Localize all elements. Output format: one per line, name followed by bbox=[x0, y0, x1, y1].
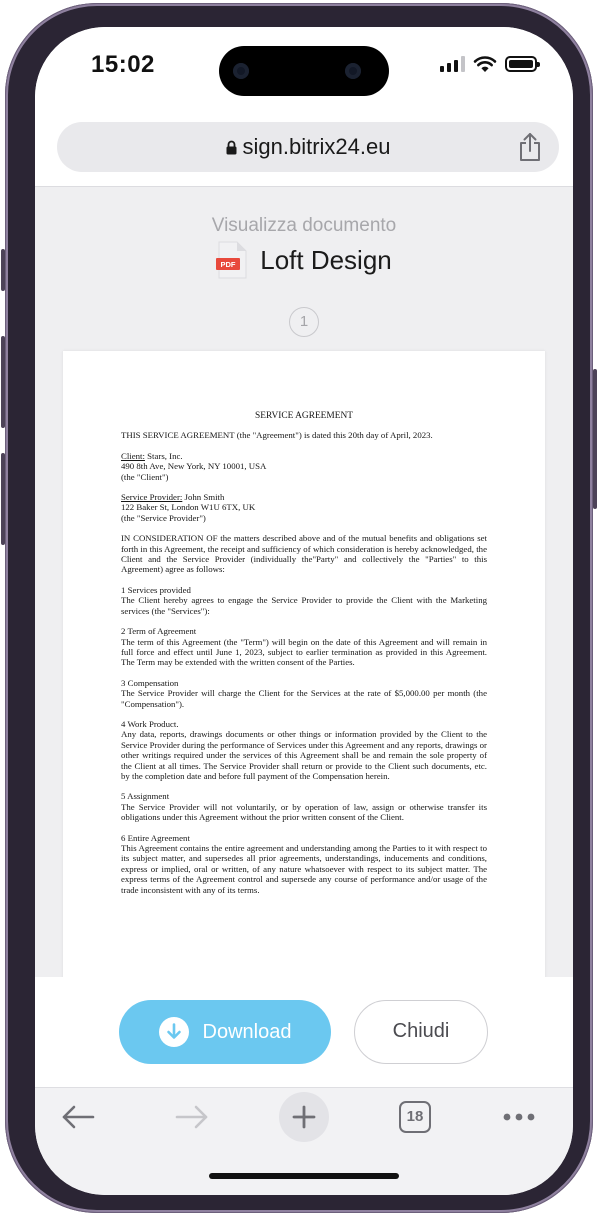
arrow-right-icon[interactable] bbox=[175, 1104, 209, 1130]
section-heading: 3 Compensation bbox=[121, 677, 179, 688]
section-body: The term of this Agreement (the "Term") will begin on the date of this Agreement and will remain in full force and effect until June 1, 2023, subject to earlier termination as provided in this Agreement. The Term may be extended with the written consent of the Parties. bbox=[121, 636, 487, 668]
volume-up-button bbox=[1, 336, 5, 428]
status-icons bbox=[440, 55, 537, 73]
download-arrow-icon bbox=[159, 1017, 189, 1047]
section bbox=[121, 791, 487, 822]
tab-count-button[interactable]: 18 bbox=[399, 1101, 431, 1133]
section bbox=[121, 678, 487, 709]
provider-name: John Smith bbox=[182, 492, 225, 503]
document-name: Loft Design bbox=[260, 244, 392, 275]
page-subtitle: Visualizza documento bbox=[211, 215, 397, 236]
url-text: sign.bitrix24.eu bbox=[242, 134, 391, 159]
page-number-badge: 1 bbox=[289, 307, 319, 337]
more-horizontal-icon[interactable] bbox=[502, 1112, 536, 1122]
document-title-row bbox=[35, 241, 573, 279]
client-alias: (the "Client") bbox=[121, 471, 169, 482]
agreement-title: SERVICE AGREEMENT bbox=[255, 411, 353, 421]
section-heading: 5 Assignment bbox=[121, 791, 170, 802]
section-body: The Service Provider will not voluntarily, or by operation of law, assign or otherwise transfer its obligations under this Agreement without the prior written consent of the Client. bbox=[121, 801, 487, 823]
phone-screen bbox=[35, 27, 573, 1195]
volume-down-button bbox=[1, 453, 5, 545]
home-indicator[interactable] bbox=[209, 1173, 399, 1179]
address-bar[interactable] bbox=[57, 122, 559, 172]
wifi-icon bbox=[473, 55, 497, 73]
document-content bbox=[121, 411, 487, 905]
provider-alias: (the "Service Provider") bbox=[121, 512, 206, 523]
section bbox=[121, 626, 487, 668]
consideration-paragraph: IN CONSIDERATION OF the matters described above and of the mutual benefits and obligations set forth in this Agreement, the receipt and sufficiency of which consideration is hereby acknowledged, the Client and the Service Provider (individually the"Party" and collectively the "Parties" to this Agreement) agree as follows: bbox=[121, 533, 487, 575]
phone-frame bbox=[5, 3, 593, 1213]
section-body: This Agreement contains the entire agreement and understanding among the Parties to it with respect to its subject matter, and supersedes all prior agreements, understandings, inducements and conditions, express or implied, oral or written, of any nature whatsoever with respect to its subject matter. The express terms of the Agreement control and supersede any course of performance and/or usage of the trade inconsistent with any of its terms. bbox=[121, 843, 487, 895]
section bbox=[121, 833, 487, 895]
cellular-signal-icon bbox=[440, 56, 465, 72]
battery-icon bbox=[505, 56, 537, 72]
document-page[interactable] bbox=[63, 351, 545, 991]
provider-label: Service Provider: bbox=[121, 492, 183, 503]
browser-address-area bbox=[35, 107, 573, 187]
arrow-left-icon[interactable] bbox=[61, 1104, 95, 1130]
camera-lens bbox=[233, 63, 249, 79]
provider-address: 122 Baker St, London W1U 6TX, UK bbox=[121, 502, 256, 513]
download-label: Download bbox=[202, 1020, 292, 1043]
power-button bbox=[593, 369, 597, 509]
plus-icon bbox=[279, 1092, 329, 1142]
address-text-row bbox=[57, 134, 559, 160]
section-heading: 4 Work Product. bbox=[121, 718, 179, 729]
download-button[interactable] bbox=[119, 1000, 331, 1064]
status-time: 15:02 bbox=[91, 51, 155, 78]
section-body: The Client hereby agrees to engage the Service Provider to provide the Client with the Marketing services (the "Services"): bbox=[121, 595, 487, 616]
client-label: Client: bbox=[121, 450, 145, 461]
provider-block bbox=[121, 492, 487, 523]
camera-lens bbox=[345, 63, 361, 79]
section-heading: 6 Entire Agreement bbox=[121, 832, 190, 843]
action-button bbox=[1, 249, 5, 291]
dynamic-island bbox=[219, 46, 389, 96]
section-heading: 2 Term of Agreement bbox=[121, 626, 197, 637]
section-body: Any data, reports, drawings documents or other things or information provided by the Client to the Service Provider during the performance of Services under this Agreement and any reports, drawings or other writings required under the services of this Agreement shall be and remain the sole property of the Client at all times. The Service Provider shall return or provide to the Client such documents, etc. by the completion date and before full payment of the Compensation herein. bbox=[121, 729, 487, 781]
pdf-badge-label: PDF bbox=[220, 260, 236, 269]
pdf-file-icon bbox=[216, 241, 248, 279]
new-tab-button[interactable] bbox=[279, 1092, 329, 1142]
client-name: Stars, Inc. bbox=[144, 450, 183, 461]
action-bar bbox=[35, 977, 573, 1087]
client-block bbox=[121, 451, 487, 482]
agreement-intro: THIS SERVICE AGREEMENT (the "Agreement") is dated this 20th day of April, 2023. bbox=[121, 430, 433, 441]
status-bar bbox=[35, 27, 573, 107]
section bbox=[121, 719, 487, 781]
lock-icon bbox=[226, 140, 237, 155]
section-heading: 1 Services provided bbox=[121, 584, 191, 595]
section bbox=[121, 585, 487, 616]
share-icon[interactable] bbox=[517, 132, 543, 162]
client-address: 490 8th Ave, New York, NY 10001, USA bbox=[121, 461, 267, 472]
section-body: The Service Provider will charge the Client for the Services at the rate of $5,000.00 per month (the "Compensation"). bbox=[121, 688, 487, 709]
close-button[interactable]: Chiudi bbox=[354, 1000, 488, 1064]
